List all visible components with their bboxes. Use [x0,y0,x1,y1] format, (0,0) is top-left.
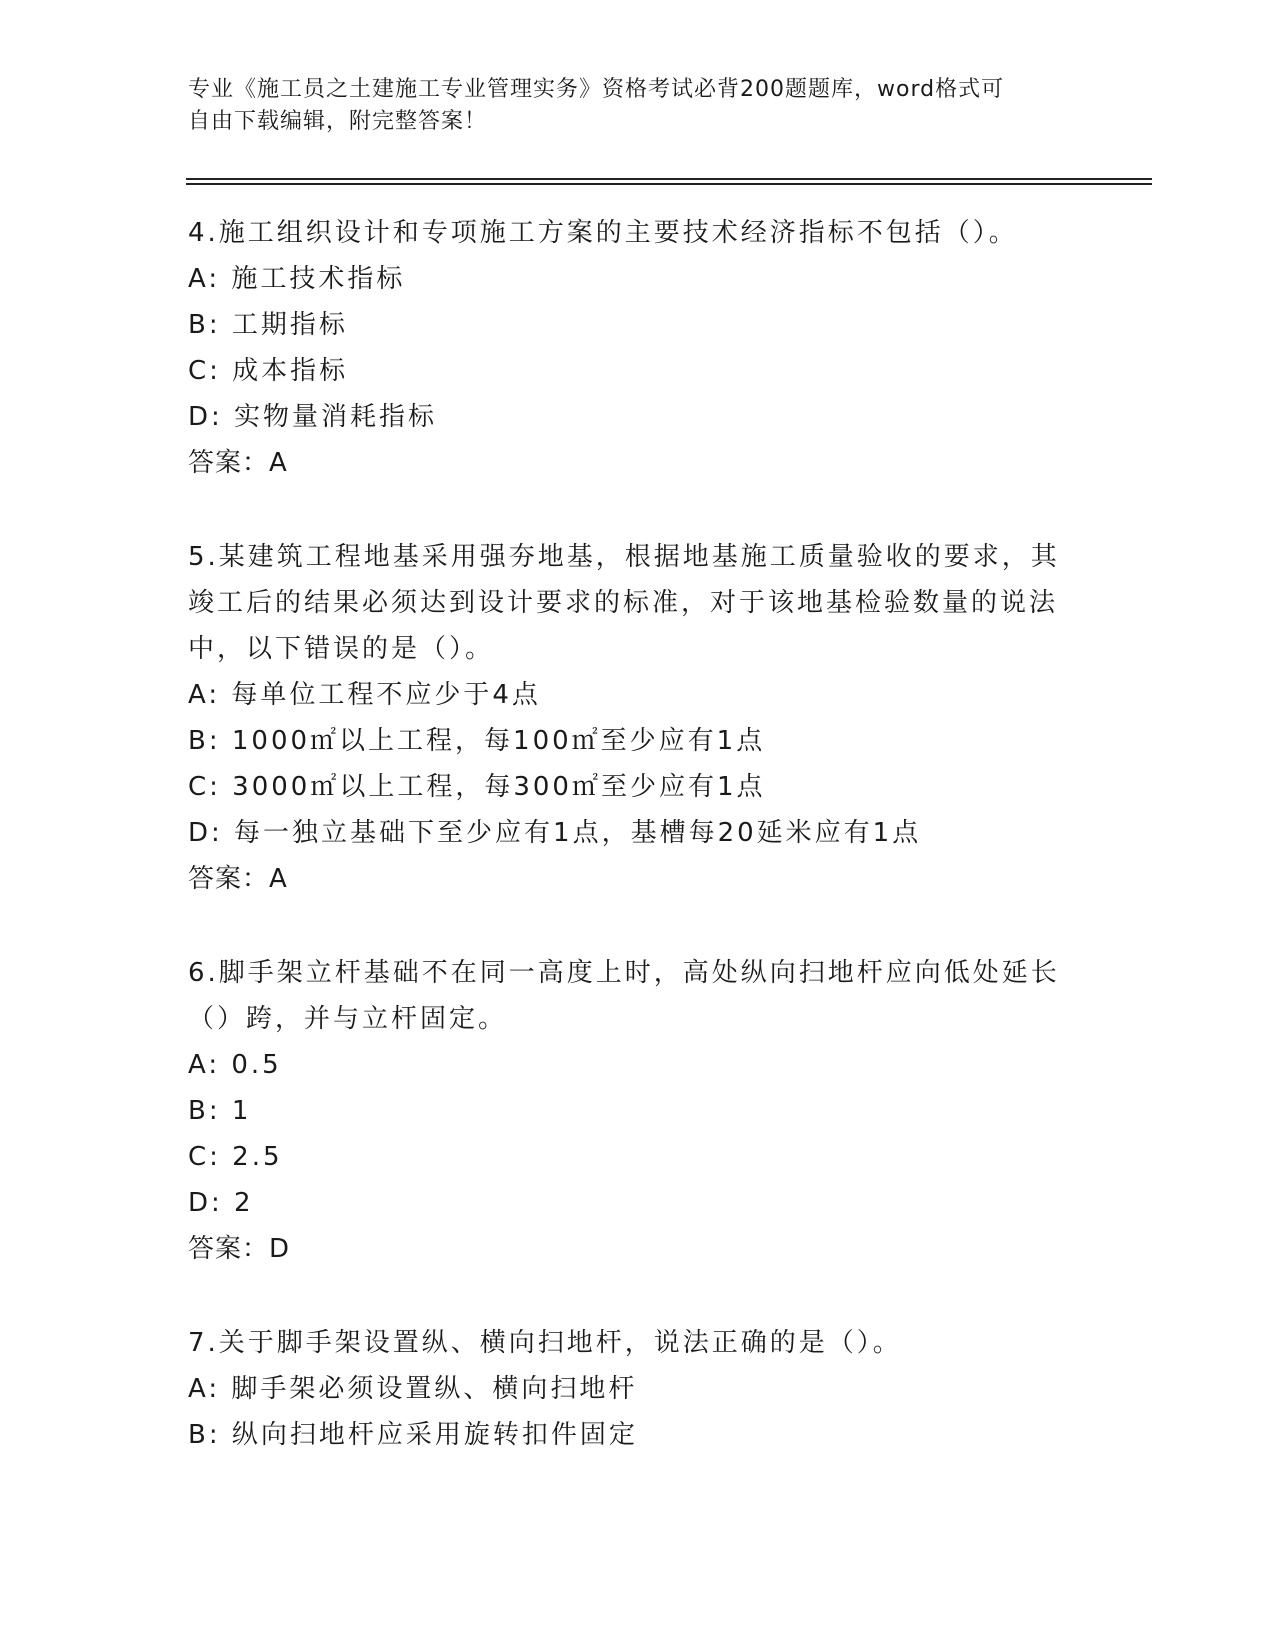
option-b: B: 工期指标 [188,310,348,340]
question-list [188,210,1068,1506]
question-stem: 6.脚手架立杆基础不在同一高度上时，高处纵向扫地杆应向低处延长（）跨，并与立杆固定。 [188,958,1060,1034]
question-7 [188,1320,1068,1458]
question-5 [188,534,1068,902]
option-d: D: 实物量消耗指标 [188,402,438,432]
option-a: A: 0.5 [188,1050,282,1080]
option-a: A: 每单位工程不应少于4点 [188,680,541,710]
option-b: B: 1 [188,1096,252,1126]
option-c: C: 成本指标 [188,356,349,386]
question-stem: 7.关于脚手架设置纵、横向扫地杆，说法正确的是（）。 [188,1328,902,1358]
option-d: D: 每一独立基础下至少应有1点，基槽每20延米应有1点 [188,818,922,848]
header-divider-bottom [186,183,1152,185]
option-a: A: 施工技术指标 [188,264,406,294]
option-d: D: 2 [188,1188,254,1218]
question-4 [188,210,1068,486]
question-stem: 4.施工组织设计和专项施工方案的主要技术经济指标不包括（）。 [188,218,1018,248]
option-c: C: 2.5 [188,1142,283,1172]
option-b: B: 纵向扫地杆应采用旋转扣件固定 [188,1420,638,1450]
option-c: C: 3000㎡以上工程，每300㎡至少应有1点 [188,772,766,802]
question-6 [188,950,1068,1272]
answer-line: 答案：A [188,448,288,478]
document-header [188,74,1068,138]
answer-line: 答案：D [188,1234,291,1264]
option-a: A: 脚手架必须设置纵、横向扫地杆 [188,1374,638,1404]
header-divider-top [186,178,1152,180]
question-stem: 5.某建筑工程地基采用强夯地基，根据地基施工质量验收的要求，其竣工后的结果必须达到设计要求的标准，对于该地基检验数量的说法中，以下错误的是（）。 [188,542,1060,664]
answer-line: 答案：A [188,864,288,894]
header-line-2: 自由下载编辑，附完整答案！ [188,109,488,134]
header-line-1: 专业《施工员之土建施工专业管理实务》资格考试必背200题题库，word格式可 [188,77,1005,102]
option-b: B: 1000㎡以上工程，每100㎡至少应有1点 [188,726,766,756]
